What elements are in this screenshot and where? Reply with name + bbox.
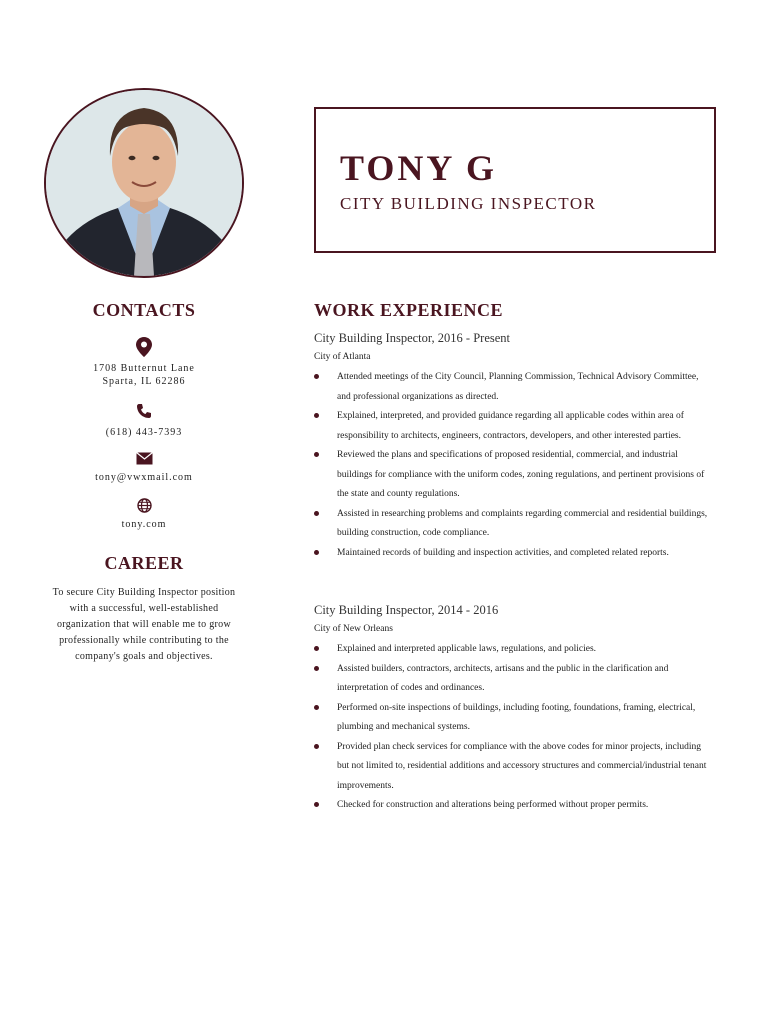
globe-icon [44, 498, 244, 513]
career-heading: CAREER [104, 553, 184, 573]
job-entry [314, 331, 714, 563]
phone-text[interactable]: (618) 443-7393 [105, 427, 183, 438]
job-title: City Building Inspector, 2016 - Present [314, 331, 511, 345]
job-company: City of New Orleans [314, 624, 393, 634]
candidate-title: CITY BUILDING INSPECTOR [340, 194, 597, 213]
duty-item: Explained and interpreted applicable laws, regulations, and policies. [314, 640, 714, 660]
envelope-icon [44, 452, 244, 465]
duty-list [314, 368, 714, 563]
contacts-heading: CONTACTS [92, 300, 196, 320]
duty-item: Performed on-site inspections of buildings, including footing, foundations, framing, electrical, plumbing and mechanical systems. [314, 699, 714, 738]
job-company: City of Atlanta [314, 352, 371, 362]
contact-address [44, 337, 244, 388]
map-pin-icon [44, 337, 244, 357]
left-column [44, 300, 244, 665]
job-entry [314, 603, 714, 816]
job-title: City Building Inspector, 2014 - 2016 [314, 603, 499, 617]
duty-item: Assisted in researching problems and complaints regarding commercial and residential buildings, building construction, code compliance. [314, 505, 714, 544]
duty-item: Explained, interpreted, and provided guidance regarding all applicable codes within area of responsibility to architects, engineers, contractors, developers, and other interested parties. [314, 407, 714, 446]
website-text[interactable]: tony.com [121, 519, 167, 530]
contact-phone [44, 403, 244, 439]
work-experience-heading: WORK EXPERIENCE [314, 300, 504, 320]
duty-item: Attended meetings of the City Council, Planning Commission, Technical Advisory Committee, and professional organizations as directed. [314, 368, 714, 407]
candidate-name: TONY G [340, 148, 498, 188]
phone-icon [44, 403, 244, 419]
profile-photo [44, 88, 244, 278]
duty-item: Provided plan check services for compliance with the above codes for minor projects, including but not limited to, residential additions and accessory structures and commercial/industrial tenant improvements. [314, 738, 714, 797]
contact-email [44, 452, 244, 484]
duty-item: Assisted builders, contractors, architects, artisans and the public in the clarification and interpretation of codes and ordinances. [314, 660, 714, 699]
duty-item: Reviewed the plans and specifications of proposed residential, commercial, and industrial buildings for compliance with the uniform codes, zoning regulations, and pertinent provisions of the state and county regulations. [314, 446, 714, 505]
email-text[interactable]: tony@vwxmail.com [95, 472, 193, 483]
name-box [314, 107, 716, 253]
duty-item: Maintained records of building and inspection activities, and completed related reports. [314, 544, 714, 564]
address-text: 1708 Butternut Lane Sparta, IL 62286 [93, 363, 195, 387]
contact-website [44, 498, 244, 531]
career-objective: To secure City Building Inspector position with a successful, well-established organization that will enable me to grow professionally while contributing to the company's goals and objectives. [52, 587, 236, 662]
duty-item: Checked for construction and alterations being performed without proper permits. [314, 796, 714, 816]
work-experience-section [314, 300, 714, 816]
duty-list [314, 640, 714, 816]
